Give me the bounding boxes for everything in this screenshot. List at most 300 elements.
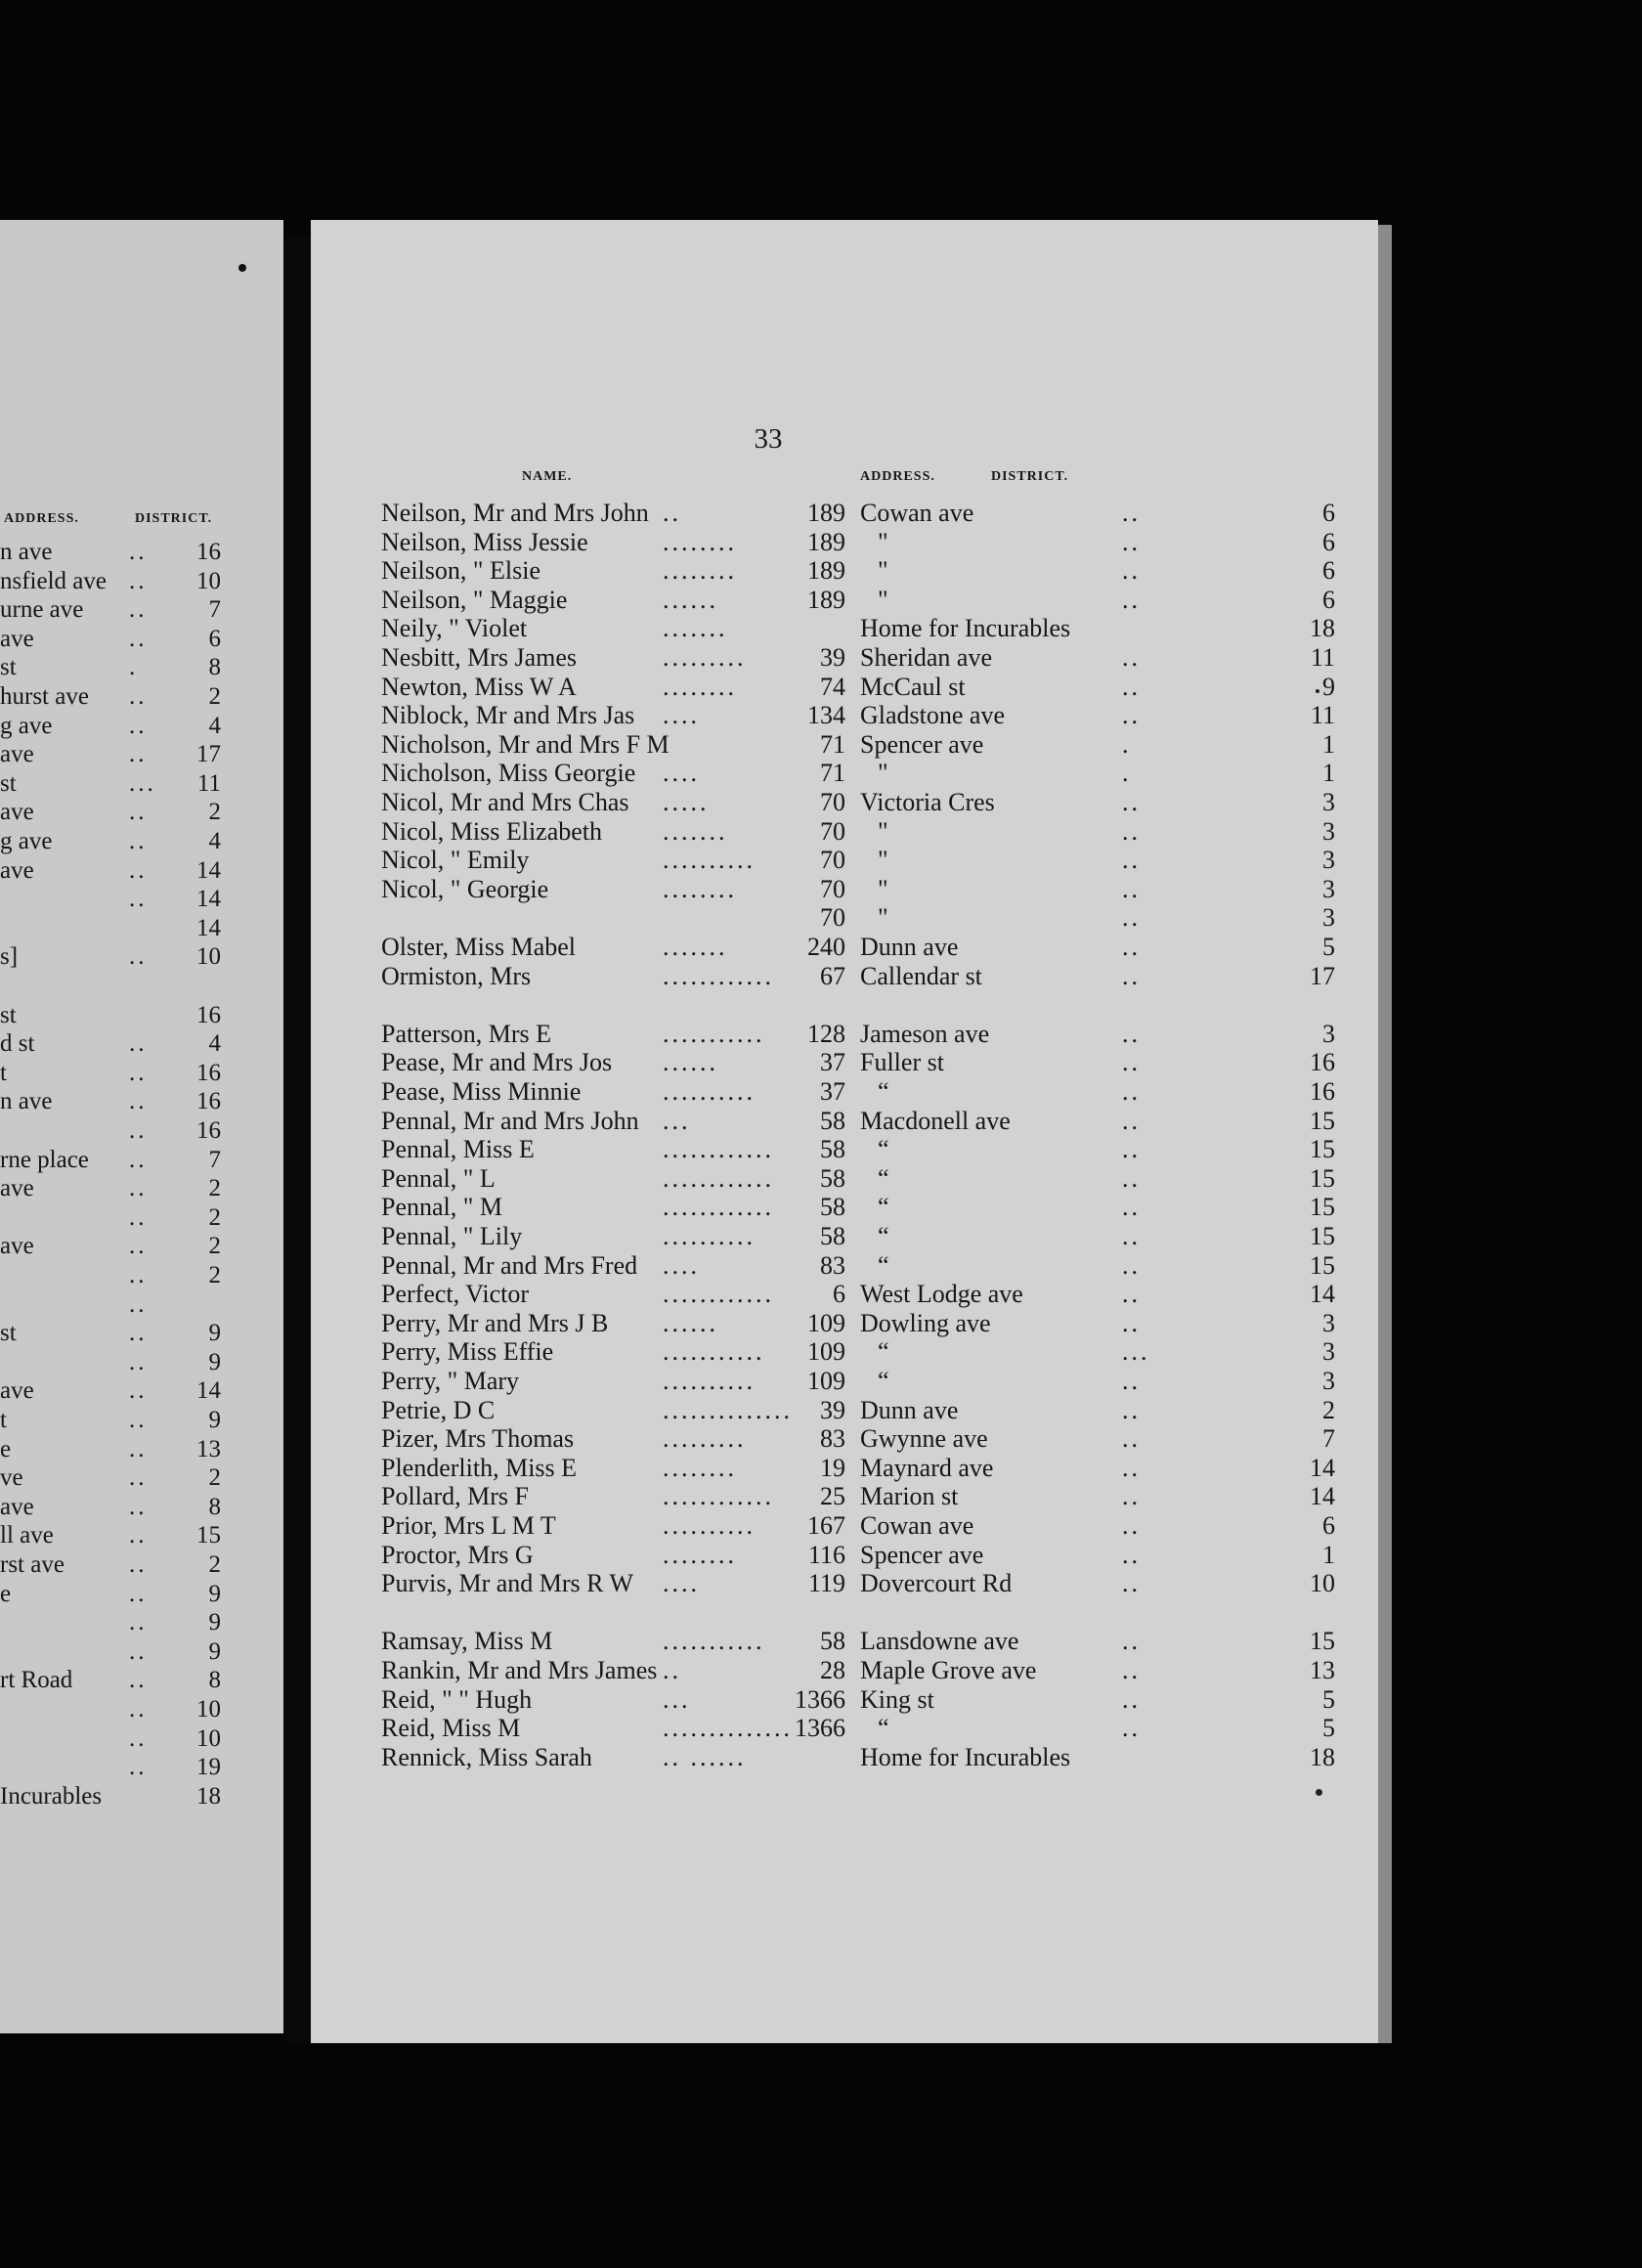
leader-dots: .. — [1122, 903, 1141, 933]
street-number: 109 — [807, 1367, 845, 1395]
left-district: 2 — [208, 1464, 221, 1492]
left-page-row — [0, 1146, 283, 1174]
directory-entry — [311, 1020, 1378, 1048]
district-number: 15 — [1310, 1135, 1335, 1164]
leader-dots: .. — [129, 1435, 148, 1462]
street-number: 109 — [807, 1308, 845, 1337]
leader-dots: ......... — [663, 1424, 747, 1454]
entry-name: Neilson, Miss Jessie — [381, 527, 588, 556]
left-district: 16 — [196, 1088, 221, 1115]
left-district: 14 — [196, 856, 221, 884]
left-page-row — [0, 827, 283, 855]
directory-entry — [311, 1077, 1378, 1106]
entry-address: “ — [878, 1367, 889, 1395]
left-district: 14 — [196, 914, 221, 941]
street-number: 189 — [807, 556, 845, 586]
left-address-header: ADDRESS. — [4, 511, 79, 526]
leader-dots: .. — [1122, 556, 1141, 586]
left-page-row — [0, 1782, 283, 1810]
leader-dots: . — [129, 654, 139, 681]
leader-dots: ........ — [663, 1453, 737, 1482]
leader-dots: .. — [1122, 1453, 1141, 1482]
district-number: 17 — [1310, 961, 1335, 990]
district-number: 3 — [1322, 788, 1335, 816]
directory-entry — [311, 933, 1378, 961]
street-number: 58 — [820, 1163, 845, 1193]
left-district: 9 — [208, 1407, 221, 1433]
left-district: 16 — [196, 1117, 221, 1144]
street-number: 58 — [820, 1106, 845, 1135]
entry-name: Niblock, Mr and Mrs Jas — [381, 701, 635, 730]
entry-address: " — [878, 527, 888, 556]
directory-entry — [311, 1598, 1378, 1627]
leader-dots: ... — [1122, 1337, 1150, 1367]
directory-entry — [311, 846, 1378, 874]
left-page-row — [0, 595, 283, 624]
leader-dots: .. — [1122, 1163, 1141, 1193]
street-number: 240 — [807, 933, 845, 961]
left-page-row — [0, 942, 283, 971]
leader-dots: .. — [129, 1407, 148, 1433]
directory-entry — [311, 1135, 1378, 1163]
entry-name: Pennal, " Lily — [381, 1222, 523, 1250]
left-address: ave — [0, 856, 34, 884]
directory-entry — [311, 528, 1378, 556]
entry-address: Maynard ave — [860, 1453, 994, 1482]
leader-dots: .. — [129, 1493, 148, 1520]
entry-address: " — [878, 759, 888, 788]
leader-dots: .. — [1122, 1714, 1141, 1743]
directory-entry — [311, 788, 1378, 816]
left-address: t — [0, 1407, 7, 1433]
directory-entry — [311, 1280, 1378, 1308]
left-district: 9 — [208, 1580, 221, 1607]
left-district: 10 — [196, 567, 221, 594]
leader-dots: .. — [129, 1637, 148, 1665]
street-number: 128 — [807, 1019, 845, 1048]
street-number: 189 — [807, 499, 845, 527]
leader-dots: .......... — [663, 1222, 756, 1250]
directory-entry — [311, 1569, 1378, 1597]
district-number: 6 — [1322, 499, 1335, 527]
entry-address: “ — [878, 1714, 889, 1743]
leader-dots: .. — [129, 886, 148, 913]
entry-address: " — [878, 556, 888, 586]
left-district: 15 — [196, 1522, 221, 1549]
leader-dots: .............. — [663, 1395, 793, 1424]
street-number: 70 — [820, 903, 845, 933]
leader-dots: .. — [1122, 1077, 1141, 1106]
entry-name: Neily, " Violet — [381, 614, 528, 643]
page-edge — [1378, 225, 1392, 2043]
entry-name: Rankin, Mr and Mrs James — [381, 1656, 658, 1684]
left-page-row — [0, 712, 283, 740]
leader-dots: .. — [129, 943, 148, 971]
street-number: 70 — [820, 788, 845, 816]
left-address: t — [0, 1059, 7, 1086]
street-number: 39 — [820, 1395, 845, 1424]
left-address: ave — [0, 799, 34, 826]
entry-address: Maple Grove ave — [860, 1656, 1037, 1684]
street-number: 71 — [820, 759, 845, 788]
ink-speck — [238, 264, 246, 272]
district-number: 15 — [1310, 1250, 1335, 1280]
left-address: ave — [0, 625, 34, 652]
district-number: 3 — [1322, 1019, 1335, 1048]
leader-dots: ...... — [663, 585, 718, 614]
street-number: 83 — [820, 1424, 845, 1454]
leader-dots: .. — [1122, 585, 1141, 614]
leader-dots: .. — [129, 1754, 148, 1781]
directory-entry — [311, 903, 1378, 932]
leader-dots: .... — [663, 759, 700, 788]
entry-address: Dunn ave — [860, 1395, 959, 1424]
district-number: 15 — [1310, 1222, 1335, 1250]
entry-name: Nesbitt, Mrs James — [381, 643, 578, 672]
left-page-row — [0, 1695, 283, 1723]
street-number: 1366 — [795, 1684, 845, 1714]
leader-dots: . — [1122, 729, 1132, 759]
leader-dots: .............. — [663, 1714, 793, 1743]
leader-dots: .. — [129, 712, 148, 739]
entry-name: Pennal, " M — [381, 1193, 502, 1222]
left-page-row — [0, 740, 283, 768]
street-number: 28 — [820, 1656, 845, 1684]
left-page-row — [0, 1001, 283, 1029]
left-address: st — [0, 1320, 17, 1347]
leader-dots: .... — [663, 701, 700, 730]
left-address: n ave — [0, 539, 53, 565]
district-number: 1 — [1322, 759, 1335, 788]
entry-name: Nicol, " Georgie — [381, 874, 549, 903]
entry-name: Reid, Miss M — [381, 1714, 521, 1743]
left-district: 16 — [196, 539, 221, 565]
leader-dots: .... — [663, 1250, 700, 1280]
left-address: ave — [0, 1233, 34, 1260]
leader-dots: .. — [129, 539, 148, 565]
leader-dots: .. — [129, 1464, 148, 1492]
entry-name: Patterson, Mrs E — [381, 1019, 552, 1048]
left-address: g ave — [0, 712, 53, 739]
entry-address: " — [878, 846, 888, 875]
directory-entry — [311, 817, 1378, 846]
left-address: nsfield ave — [0, 567, 107, 594]
directory-entry — [311, 1048, 1378, 1076]
left-district: 10 — [196, 1724, 221, 1752]
leader-dots: ............ — [663, 1135, 774, 1164]
leader-dots: .. — [129, 828, 148, 854]
entry-address: Sheridan ave — [860, 643, 993, 672]
leader-dots: .. — [129, 1262, 148, 1288]
left-page-row — [0, 972, 283, 1000]
entry-address: Marion st — [860, 1482, 959, 1511]
street-number: 189 — [807, 585, 845, 614]
leader-dots: .. — [1122, 933, 1141, 961]
district-number: 11 — [1310, 643, 1335, 672]
entry-address: “ — [878, 1250, 889, 1280]
district-number: 15 — [1310, 1193, 1335, 1222]
entry-address: Home for Incurables — [860, 1742, 1071, 1771]
left-page-row — [0, 1376, 283, 1405]
entry-address: “ — [878, 1193, 889, 1222]
left-page-row — [0, 769, 283, 798]
left-address: ave — [0, 741, 34, 768]
left-page-row — [0, 538, 283, 566]
directory-entries — [311, 220, 1378, 2043]
left-address: ave — [0, 1377, 34, 1405]
entry-address: Dowling ave — [860, 1308, 991, 1337]
directory-entry — [311, 673, 1378, 701]
entry-address: “ — [878, 1337, 889, 1367]
left-page-row — [0, 1116, 283, 1145]
left-district: 6 — [208, 625, 221, 652]
left-district: 16 — [196, 1059, 221, 1086]
entry-address: Cowan ave — [860, 1511, 974, 1540]
leader-dots: .. — [1122, 499, 1141, 527]
directory-entry — [311, 556, 1378, 585]
left-district: 9 — [208, 1320, 221, 1347]
entry-address: Jameson ave — [860, 1019, 990, 1048]
entry-address: Spencer ave — [860, 729, 984, 759]
left-district: 7 — [208, 1146, 221, 1173]
entry-name: Rennick, Miss Sarah — [381, 1742, 592, 1771]
leader-dots: .. — [1122, 961, 1141, 990]
leader-dots: .. — [1122, 1222, 1141, 1250]
leader-dots: .. — [1122, 1135, 1141, 1164]
street-number: 83 — [820, 1250, 845, 1280]
left-district: 16 — [196, 1001, 221, 1028]
directory-entry — [311, 1396, 1378, 1424]
entry-address: King st — [860, 1684, 934, 1714]
left-address: e — [0, 1580, 12, 1607]
entry-name: Perfect, Victor — [381, 1280, 530, 1309]
left-address: e — [0, 1435, 12, 1462]
page-number: 33 — [754, 423, 783, 455]
street-number: 58 — [820, 1135, 845, 1164]
leader-dots: .. — [1122, 1308, 1141, 1337]
book-gutter — [283, 235, 313, 2043]
directory-entry — [311, 962, 1378, 990]
ink-speck — [1316, 1789, 1322, 1796]
entry-address: Macdonell ave — [860, 1106, 1011, 1135]
entry-address: “ — [878, 1135, 889, 1164]
street-number: 134 — [807, 701, 845, 730]
district-number: 13 — [1310, 1656, 1335, 1684]
entry-address: Lansdowne ave — [860, 1627, 1019, 1656]
left-address: hurst ave — [0, 683, 89, 710]
directory-entry — [311, 701, 1378, 729]
district-number: 16 — [1310, 1077, 1335, 1106]
directory-entry — [311, 1482, 1378, 1510]
entry-name: Olster, Miss Mabel — [381, 933, 576, 961]
left-page-row — [0, 1493, 283, 1521]
district-number: 16 — [1310, 1048, 1335, 1077]
left-page-row — [0, 1521, 283, 1549]
entry-name: Pennal, Miss E — [381, 1135, 535, 1164]
left-district-header: DISTRICT. — [135, 511, 213, 526]
entry-address: Callendar st — [860, 961, 982, 990]
street-number: 119 — [807, 1569, 845, 1598]
left-district: 14 — [196, 886, 221, 913]
street-number: 25 — [820, 1482, 845, 1511]
leader-dots: .. — [129, 1320, 148, 1347]
entry-address: " — [878, 585, 888, 614]
left-district: 2 — [208, 1262, 221, 1288]
entry-address: Home for Incurables — [860, 614, 1071, 643]
entry-name: Neilson, Mr and Mrs John — [381, 499, 649, 527]
leader-dots: .. — [1122, 1511, 1141, 1540]
leader-dots: .. — [129, 1203, 148, 1231]
entry-address: " — [878, 874, 888, 903]
directory-entry — [311, 1193, 1378, 1221]
directory-entry — [311, 730, 1378, 759]
leader-dots: .......... — [663, 846, 756, 875]
left-district: 4 — [208, 712, 221, 739]
entry-address: Gwynne ave — [860, 1424, 988, 1454]
district-number: 2 — [1322, 1395, 1335, 1424]
district-number: 15 — [1310, 1163, 1335, 1193]
leader-dots: .. — [1122, 1048, 1141, 1077]
directory-entry — [311, 1164, 1378, 1193]
left-page-row — [0, 856, 283, 885]
leader-dots: .. — [1122, 846, 1141, 875]
left-page-row — [0, 567, 283, 595]
directory-entry — [311, 499, 1378, 527]
entry-address: Fuller st — [860, 1048, 944, 1077]
directory-entry — [311, 1424, 1378, 1453]
directory-page — [311, 220, 1378, 2043]
left-address: s] — [0, 943, 19, 971]
district-number: 9 — [1322, 672, 1335, 701]
left-district: 2 — [208, 1233, 221, 1260]
entry-name: Prior, Mrs L M T — [381, 1511, 556, 1540]
leader-dots: .. — [129, 567, 148, 594]
district-number: 14 — [1310, 1482, 1335, 1511]
left-address: st — [0, 1001, 17, 1028]
entry-address: “ — [878, 1077, 889, 1106]
street-number: 70 — [820, 816, 845, 846]
leader-dots: .. — [1122, 1250, 1141, 1280]
district-number: 3 — [1322, 1337, 1335, 1367]
entry-name: Pennal, Mr and Mrs John — [381, 1106, 639, 1135]
leader-dots: .. — [1122, 1193, 1141, 1222]
leader-dots: ....... — [663, 933, 728, 961]
entry-address: “ — [878, 1222, 889, 1250]
left-page-row — [0, 885, 283, 913]
directory-entry — [311, 1107, 1378, 1135]
district-number: 15 — [1310, 1627, 1335, 1656]
left-district: 11 — [196, 769, 221, 797]
left-address: g ave — [0, 828, 53, 854]
left-address: st — [0, 654, 17, 681]
district-number: 5 — [1322, 933, 1335, 961]
left-district: 17 — [196, 741, 221, 768]
left-page-row — [0, 914, 283, 942]
directory-entry — [311, 1685, 1378, 1714]
street-number: 58 — [820, 1222, 845, 1250]
left-page-row — [0, 1203, 283, 1232]
directory-entry — [311, 1743, 1378, 1771]
left-page-row — [0, 1608, 283, 1636]
left-district: 7 — [208, 596, 221, 624]
leader-dots: ............ — [663, 1163, 774, 1193]
directory-entry — [311, 643, 1378, 672]
district-column-header: DISTRICT. — [991, 469, 1069, 484]
leader-dots: .. — [129, 1146, 148, 1173]
leader-dots: . — [1122, 759, 1132, 788]
leader-dots: .. — [1122, 1280, 1141, 1309]
street-number: 70 — [820, 874, 845, 903]
street-number: 71 — [820, 729, 845, 759]
directory-entry — [311, 1222, 1378, 1250]
entry-address: Dovercourt Rd — [860, 1569, 1013, 1598]
entry-name: Perry, " Mary — [381, 1367, 520, 1395]
left-page-row — [0, 1550, 283, 1579]
previous-page — [0, 220, 283, 2033]
leader-dots: .. — [129, 1522, 148, 1549]
directory-entry — [311, 1454, 1378, 1482]
entry-name: Neilson, " Elsie — [381, 556, 540, 586]
left-page-row — [0, 1580, 283, 1608]
left-page-row — [0, 1753, 283, 1781]
leader-dots: .. — [1122, 1684, 1141, 1714]
leader-dots: .. — [1122, 874, 1141, 903]
leader-dots: .. — [663, 1656, 681, 1684]
leader-dots: ............ — [663, 1482, 774, 1511]
left-district: 2 — [208, 1551, 221, 1578]
leader-dots: .. — [1122, 1627, 1141, 1656]
directory-entry — [311, 759, 1378, 787]
leader-dots: .. — [1122, 1106, 1141, 1135]
entry-address: " — [878, 903, 888, 933]
leader-dots: ....... — [663, 816, 728, 846]
district-number: 6 — [1322, 585, 1335, 614]
left-address: ave — [0, 1493, 34, 1520]
leader-dots: .. — [129, 1233, 148, 1260]
leader-dots: .. — [1122, 527, 1141, 556]
left-address: urne ave — [0, 596, 84, 624]
leader-dots: .. — [129, 1059, 148, 1086]
entry-name: Reid, " " Hugh — [381, 1684, 533, 1714]
entry-address: " — [878, 816, 888, 846]
directory-entry — [311, 1511, 1378, 1540]
address-column-header: ADDRESS. — [860, 469, 935, 484]
district-number: 18 — [1310, 1742, 1335, 1771]
leader-dots: .. — [1122, 1019, 1141, 1048]
left-page-row — [0, 1435, 283, 1463]
directory-entry — [311, 1541, 1378, 1569]
left-page-row — [0, 1406, 283, 1434]
left-page-row — [0, 1059, 283, 1087]
left-page-row — [0, 1232, 283, 1260]
entry-address: Gladstone ave — [860, 701, 1006, 730]
entry-name: Perry, Mr and Mrs J B — [381, 1308, 609, 1337]
district-number: 1 — [1322, 729, 1335, 759]
leader-dots: ........... — [663, 1019, 765, 1048]
left-page-row — [0, 1348, 283, 1376]
left-district: 4 — [208, 828, 221, 854]
entry-address: West Lodge ave — [860, 1280, 1023, 1309]
leader-dots: .. — [129, 1030, 148, 1058]
leader-dots: .. — [1122, 701, 1141, 730]
left-address: rst ave — [0, 1551, 65, 1578]
directory-entry — [311, 875, 1378, 903]
directory-entry — [311, 1337, 1378, 1366]
street-number: 37 — [820, 1048, 845, 1077]
left-district: 4 — [208, 1030, 221, 1058]
leader-dots: .. — [129, 799, 148, 826]
leader-dots: .. ...... — [663, 1742, 747, 1771]
